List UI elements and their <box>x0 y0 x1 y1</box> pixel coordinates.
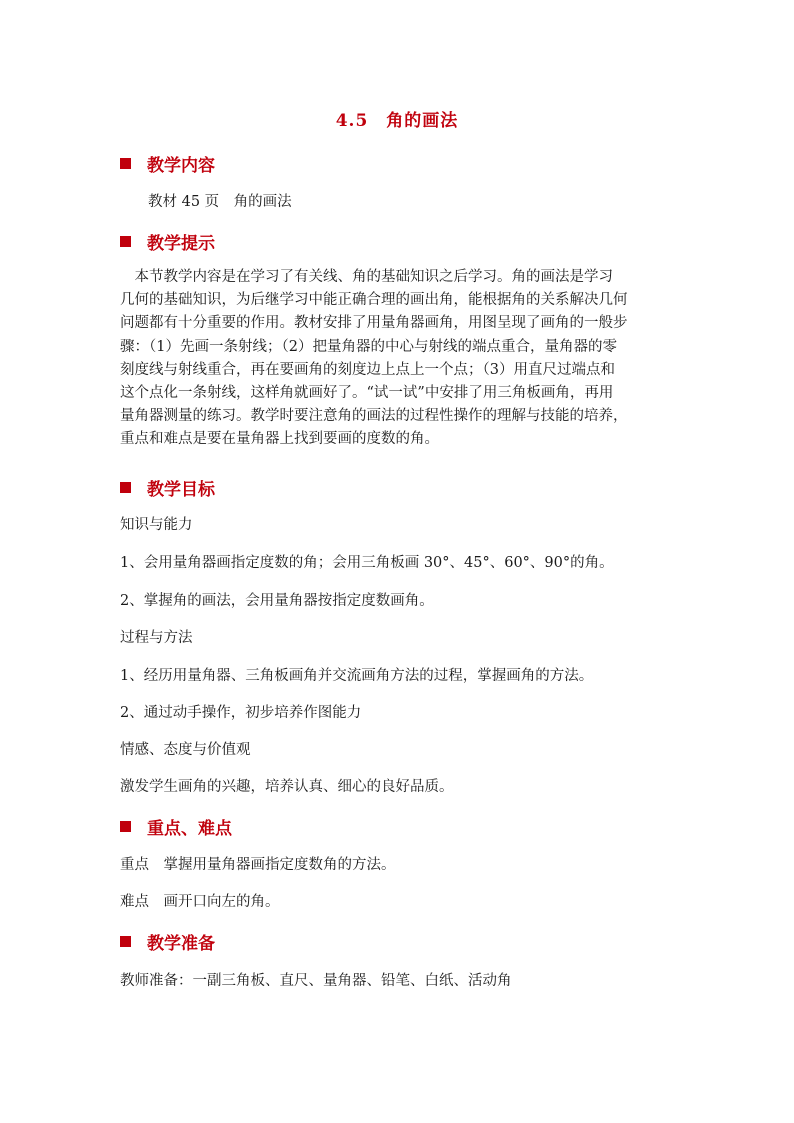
content-text: 教材 45 页 角的画法 <box>148 194 292 210</box>
teacher-prep: 教师准备：一副三角板、直尺、量角器、铅笔、白纸、活动角 <box>120 973 512 989</box>
knowledge-item-2: 2、掌握角的画法，会用量角器按指定度数画角。 <box>120 593 434 609</box>
hint-line: 这个点化一条射线，这样角就画好了。“试一试”中安排了用三角板画角，再用 <box>120 385 614 402</box>
emotion-title: 情感、态度与价值观 <box>120 742 251 758</box>
process-title: 过程与方法 <box>120 630 193 646</box>
square-bullet-icon <box>120 236 131 247</box>
section-heading-hint <box>120 230 215 252</box>
hint-line: 骤：（1）先画一条射线；（2）把量角器的中心与射线的端点重合，量角器的零 <box>120 338 617 355</box>
hint-line: 几何的基础知识，为后继学习中能正确合理的画出角，能根据角的关系解决几何 <box>120 292 628 309</box>
knowledge-title: 知识与能力 <box>120 517 193 533</box>
hint-line: 刻度线与射线重合，再在要画角的刻度边上点上一个点；（3）用直尺过端点和 <box>120 361 615 378</box>
section-heading-text: 教学内容 <box>147 155 215 176</box>
hint-line: 问题都有十分重要的作用。教材安排了用量角器画角，用图呈现了画角的一般步 <box>120 315 628 332</box>
hint-line: 本节教学内容是在学习了有关线、角的基础知识之后学习。角的画法是学习 <box>120 269 613 285</box>
hint-paragraph <box>120 266 680 452</box>
section-heading-goals <box>120 476 215 498</box>
section-heading-text: 重点、难点 <box>147 818 232 839</box>
square-bullet-icon <box>120 158 131 169</box>
section-heading-text: 教学准备 <box>147 933 215 954</box>
square-bullet-icon <box>120 821 131 832</box>
process-item-1: 1、经历用量角器、三角板画角并交流画角方法的过程，掌握画角的方法。 <box>120 668 594 684</box>
section-heading-content <box>120 152 215 174</box>
key-point: 重点 掌握用量角器画指定度数角的方法。 <box>120 857 396 873</box>
hint-line: 重点和难点是要在量角器上找到要画的度数的角。 <box>120 431 439 448</box>
section-heading-text: 教学提示 <box>147 233 215 254</box>
section-heading-keypoints <box>120 815 232 837</box>
square-bullet-icon <box>120 936 131 947</box>
section-heading-prep <box>120 930 215 952</box>
difficult-point: 难点 画开口向左的角。 <box>120 894 280 910</box>
hint-line: 量角器测量的练习。教学时要注意角的画法的过程性操作的理解与技能的培养， <box>120 408 628 425</box>
section-heading-text: 教学目标 <box>147 479 215 500</box>
process-item-2: 2、通过动手操作，初步培养作图能力 <box>120 705 362 721</box>
square-bullet-icon <box>120 482 131 493</box>
page-title: 4.5 角的画法 <box>335 111 459 131</box>
knowledge-item-1: 1、会用量角器画指定度数的角；会用三角板画 30°、45°、60°、90°的角。 <box>120 555 614 571</box>
emotion-item-1: 激发学生画角的兴趣，培养认真、细心的良好品质。 <box>120 779 454 795</box>
